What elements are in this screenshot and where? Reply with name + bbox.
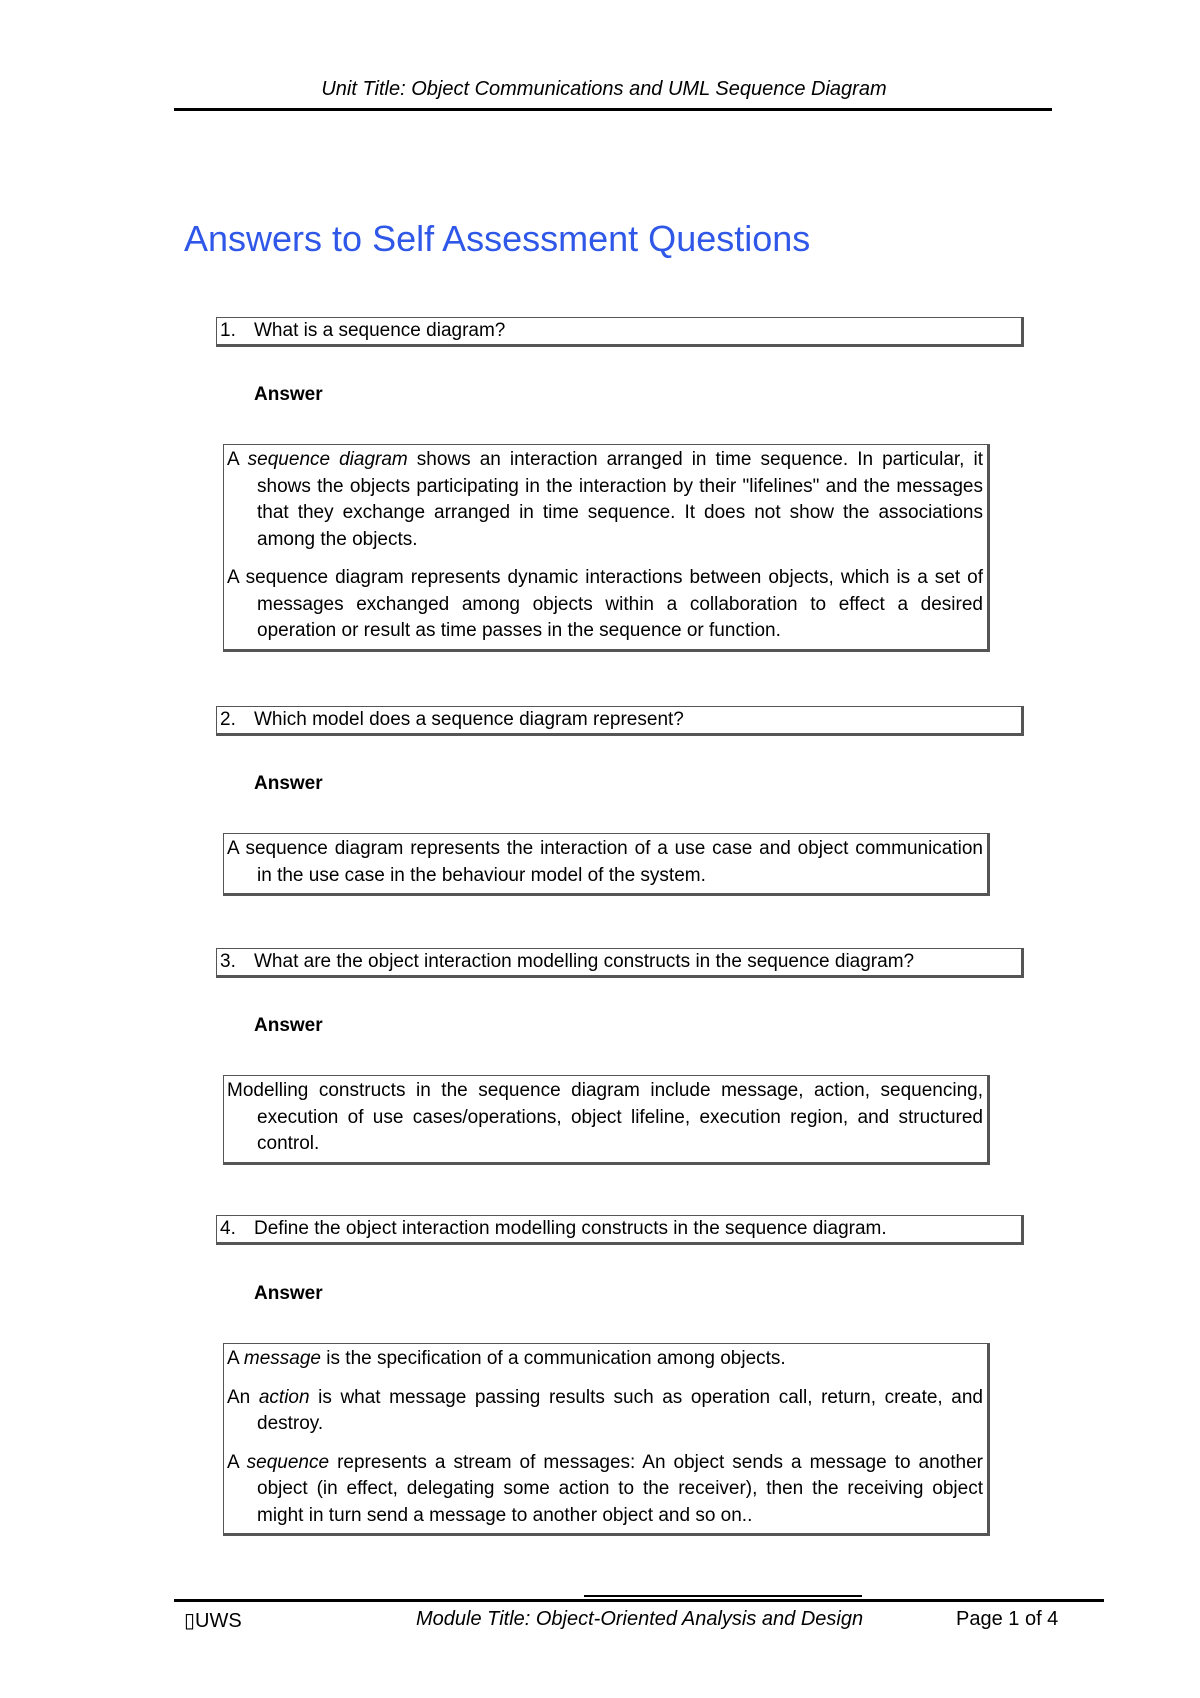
answer-1-box [223,444,990,652]
answer-4-label: Answer [254,1283,323,1304]
question-2-text: Which model does a sequence diagram represent? [254,709,684,730]
answer-text: An [227,1386,259,1408]
footer-module-title: Module Title: Object-Oriented Analysis and Design [416,1608,864,1630]
question-1-number: 1. [220,320,236,341]
question-4 [216,1215,1024,1245]
answer-4-box [223,1343,990,1536]
answer-text: A sequence diagram represents the interaction of a use case and object communication in the use case in the behaviour model of the system. [227,838,983,886]
answer-1-paragraph-2 [227,565,983,645]
answer-3-box [223,1075,990,1165]
answer-2-paragraph-1 [227,836,983,889]
answer-text: represents a stream of messages: An object sends a message to another object (in effect, delegating some action to the receiver), then the receiving object might in turn send a message to another object and so on.. [257,1451,983,1526]
answer-text: A [227,1348,244,1369]
question-2-number: 2. [220,709,236,730]
answer-1-label: Answer [254,384,323,405]
answer-text: A [227,1451,247,1473]
answer-4-paragraph-1 [227,1346,983,1373]
answer-2-box [223,833,990,896]
answer-2-label: Answer [254,773,323,794]
answer-term: action [258,1386,310,1408]
answer-text: A [227,449,248,470]
answer-3-label: Answer [254,1015,323,1036]
footer-page-number: Page 1 of 4 [956,1608,1059,1630]
answer-text: is what message passing results such as operation call, return, create, and destroy. [257,1386,983,1434]
footer-rule [174,1599,1104,1602]
question-2 [216,706,1024,736]
answer-4-paragraph-2 [227,1385,983,1438]
header-rule [174,108,1052,111]
page-title: Answers to Self Assessment Questions [184,218,811,259]
question-3 [216,948,1024,978]
footer-institution: ▯UWS [184,1610,242,1632]
question-1-text: What is a sequence diagram? [254,320,506,341]
footer-short-rule [584,1595,862,1597]
answer-text: shows an interaction arranged in time sequence. In particular, it shows the objects participating in the interaction by their "lifelines" and the messages that they exchange arranged in time sequence. It does not show the associations among the objects. [257,449,983,550]
answer-term: sequence diagram [247,449,408,470]
answer-term: sequence [246,1451,330,1473]
question-3-text: What are the object interaction modelling constructs in the sequence diagram? [254,951,915,972]
answer-4-paragraph-3 [227,1450,983,1530]
unit-title: Unit Title: Object Communications and UML Sequence Diagram [321,78,887,100]
answer-text: A sequence diagram represents dynamic interactions between objects, which is a set of messages exchanged among objects within a collaboration to effect a desired operation or result as time passes in the sequence or function. [227,567,983,641]
answer-term: message [243,1348,322,1369]
question-4-number: 4. [220,1218,236,1239]
question-3-number: 3. [220,951,236,972]
answer-text: Modelling constructs in the sequence diagram include message, action, sequencing, execution of use cases/operations, object lifeline, execution region, and structured control. [227,1080,983,1154]
question-1 [216,317,1024,347]
question-4-text: Define the object interaction modelling constructs in the sequence diagram. [254,1218,887,1239]
answer-1-paragraph-1 [227,447,983,553]
answer-text: is the specification of a communication among objects. [321,1348,786,1369]
answer-3-paragraph-1 [227,1078,983,1158]
